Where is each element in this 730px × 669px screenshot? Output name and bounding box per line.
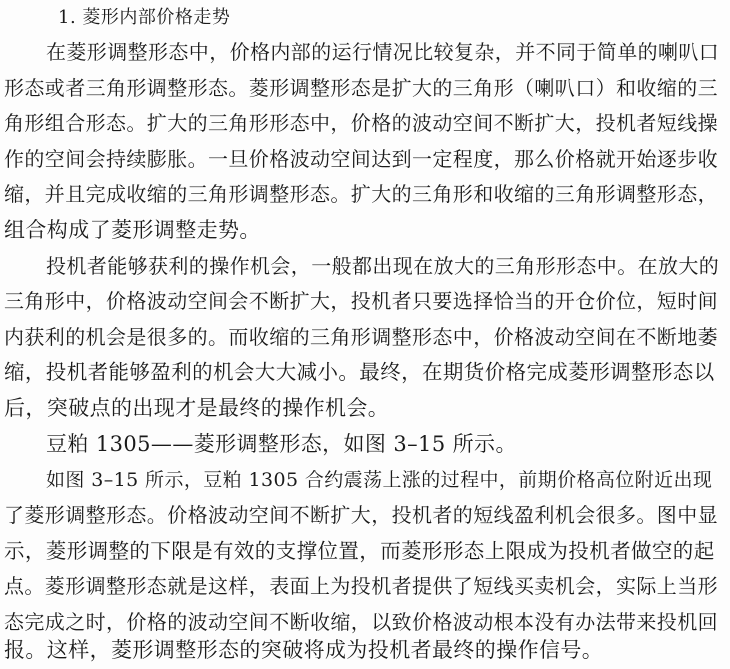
paragraph-line: 缩，并且完成收缩的三角形调整形态。扩大的三角形和收缩的三角形调整形态，: [4, 182, 718, 206]
paragraph-line: 三角形中，价格波动空间会不断扩大，投机者只要选择恰当的开仓价位，短时间: [4, 289, 718, 313]
paragraph-line: 点。菱形调整形态就是这样，表面上为投机者提供了短线买卖机会，实际上当形: [4, 574, 718, 598]
paragraph-line: 如图 3–15 所示，豆粕 1305 合约震荡上涨的过程中，前期价格高位附近出现: [46, 469, 713, 491]
paragraph-line: 态完成之时，价格的波动空间不断收缩，以致价格波动根本没有办法带来投机回: [4, 610, 718, 634]
paragraph-line: 内获利的机会是很多的。而收缩的三角形调整形态中，价格波动空间在不断地萎: [4, 325, 718, 349]
paragraph-line: 形态或者三角形调整形态。菱形调整形态是扩大的三角形（喇叭口）和收缩的三: [4, 76, 718, 100]
paragraph-line: 在菱形调整形态中，价格内部的运行情况比较复杂，并不同于简单的喇叭口: [46, 40, 720, 64]
paragraph-line: 豆粕 1305——菱形调整形态，如图 3–15 所示。: [46, 432, 517, 456]
paragraph-line: 后，突破点的出现才是最终的操作机会。: [4, 396, 390, 420]
paragraph-line: 报。这样，菱形调整形态的突破将成为投机者最终的操作信号。: [4, 638, 604, 662]
section-heading: 1. 菱形内部价格走势: [58, 7, 231, 28]
paragraph-line: 示，菱形调整的下限是有效的支撑位置，而菱形形态上限成为投机者做空的起: [4, 539, 715, 563]
paragraph-line: 投机者能够获利的操作机会，一般都出现在放大的三角形形态中。在放大的: [46, 254, 720, 278]
paragraph-line: 作的空间会持续膨胀。一旦价格波动空间达到一定程度，那么价格就开始逐步收: [4, 147, 718, 171]
paragraph-line: 角形组合形态。扩大的三角形形态中，价格的波动空间不断扩大，投机者短线操: [4, 111, 718, 135]
paragraph-line: 组合构成了菱形调整走势。: [4, 218, 261, 242]
paragraph-line: 缩，投机者能够盈利的机会大大减小。最终，在期货价格完成菱形调整形态以: [4, 360, 715, 384]
paragraph-line: 了菱形调整形态。价格波动空间不断扩大，投机者的短线盈利机会很多。图中显: [4, 503, 718, 527]
